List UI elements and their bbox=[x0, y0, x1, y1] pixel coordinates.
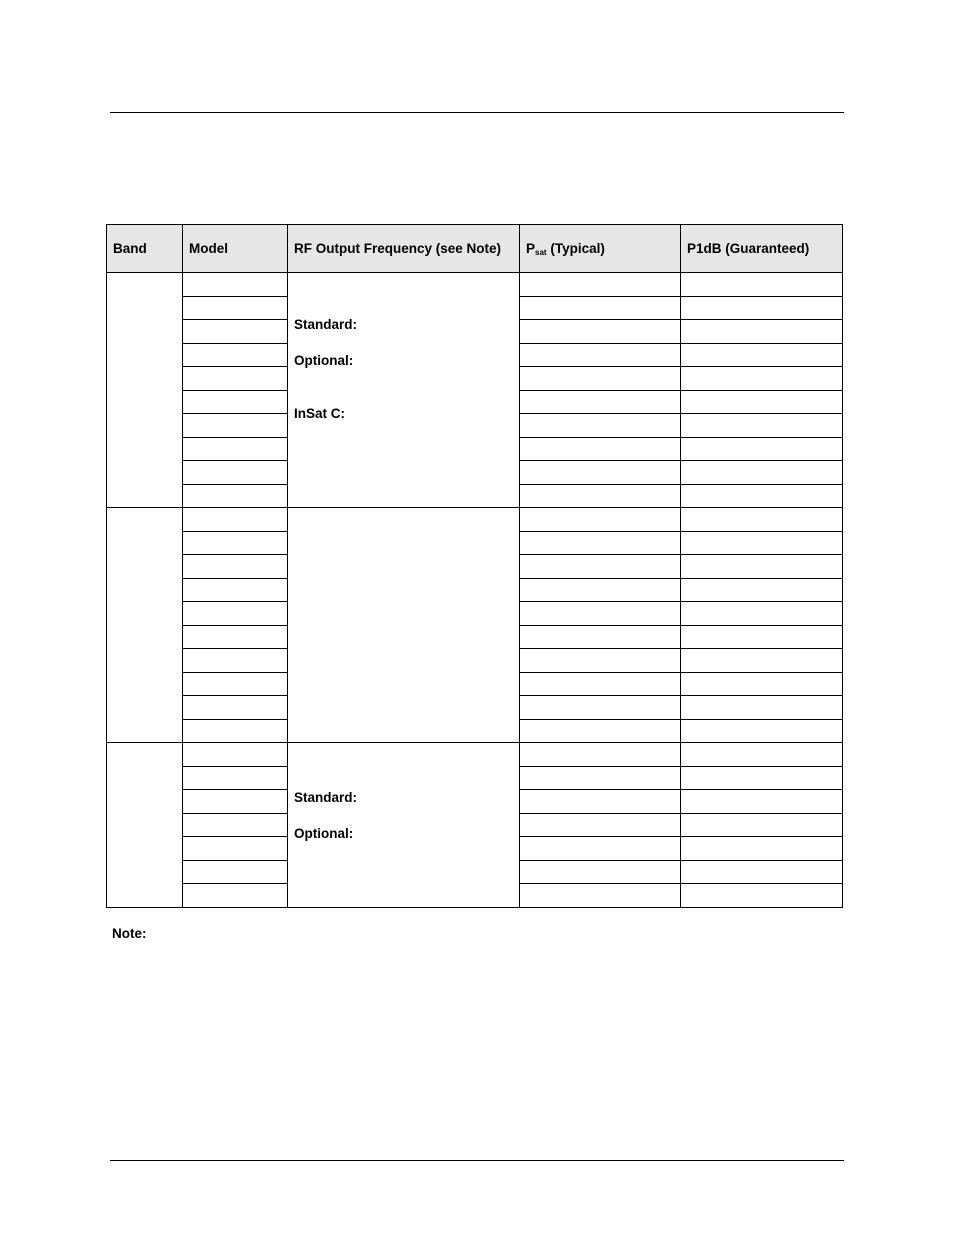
psat-cell bbox=[520, 672, 681, 696]
psat-cell bbox=[520, 696, 681, 720]
model-cell bbox=[183, 719, 288, 743]
psat-cell bbox=[520, 555, 681, 579]
psat-cell bbox=[520, 296, 681, 320]
psat-cell bbox=[520, 484, 681, 508]
standard-label: Standard: bbox=[294, 790, 358, 805]
rf-output-cell bbox=[288, 273, 520, 508]
model-cell bbox=[183, 461, 288, 485]
header-model: Model bbox=[183, 225, 288, 273]
model-cell bbox=[183, 672, 288, 696]
model-cell bbox=[183, 578, 288, 602]
psat-cell bbox=[520, 367, 681, 391]
band-cell bbox=[107, 743, 183, 908]
specification-table bbox=[106, 224, 843, 908]
model-cell bbox=[183, 273, 288, 297]
optional-label: Optional: bbox=[294, 353, 354, 368]
p1db-cell bbox=[681, 508, 843, 532]
model-cell bbox=[183, 743, 288, 767]
p1db-cell bbox=[681, 320, 843, 344]
insat-label: InSat C: bbox=[294, 406, 346, 421]
psat-cell bbox=[520, 884, 681, 908]
model-cell bbox=[183, 367, 288, 391]
p1db-cell bbox=[681, 625, 843, 649]
psat-cell bbox=[520, 414, 681, 438]
model-cell bbox=[183, 390, 288, 414]
model-cell bbox=[183, 508, 288, 532]
psat-cell bbox=[520, 273, 681, 297]
psat-cell bbox=[520, 508, 681, 532]
p1db-cell bbox=[681, 273, 843, 297]
model-cell bbox=[183, 555, 288, 579]
model-cell bbox=[183, 625, 288, 649]
psat-cell bbox=[520, 578, 681, 602]
model-cell bbox=[183, 343, 288, 367]
p1db-cell bbox=[681, 766, 843, 790]
p1db-cell bbox=[681, 555, 843, 579]
p1db-cell bbox=[681, 813, 843, 837]
psat-cell bbox=[520, 531, 681, 555]
psat-cell bbox=[520, 320, 681, 344]
p1db-cell bbox=[681, 884, 843, 908]
psat-cell bbox=[520, 766, 681, 790]
p1db-cell bbox=[681, 649, 843, 673]
p1db-cell bbox=[681, 296, 843, 320]
psat-cell bbox=[520, 719, 681, 743]
model-cell bbox=[183, 296, 288, 320]
psat-cell bbox=[520, 649, 681, 673]
model-cell bbox=[183, 484, 288, 508]
header-psat bbox=[520, 225, 681, 273]
footer-rule bbox=[110, 1160, 844, 1161]
standard-label: Standard: bbox=[294, 317, 358, 332]
rf-output-cell bbox=[288, 743, 520, 908]
table-header-row bbox=[107, 225, 843, 273]
psat-cell bbox=[520, 625, 681, 649]
p1db-cell bbox=[681, 461, 843, 485]
optional-label: Optional: bbox=[294, 826, 354, 841]
psat-symbol: P bbox=[526, 240, 536, 256]
psat-cell bbox=[520, 837, 681, 861]
p1db-cell bbox=[681, 414, 843, 438]
psat-cell bbox=[520, 813, 681, 837]
p1db-cell bbox=[681, 367, 843, 391]
p1db-cell bbox=[681, 860, 843, 884]
note-label: Note: bbox=[112, 926, 147, 941]
model-cell bbox=[183, 531, 288, 555]
model-cell bbox=[183, 320, 288, 344]
psat-cell bbox=[520, 860, 681, 884]
p1db-cell bbox=[681, 484, 843, 508]
psat-label: (Typical) bbox=[546, 240, 605, 256]
rf-output-cell bbox=[288, 508, 520, 743]
p1db-cell bbox=[681, 531, 843, 555]
p1db-cell bbox=[681, 719, 843, 743]
model-cell bbox=[183, 766, 288, 790]
table-row bbox=[107, 508, 843, 532]
model-cell bbox=[183, 860, 288, 884]
model-cell bbox=[183, 414, 288, 438]
band-cell bbox=[107, 273, 183, 508]
model-cell bbox=[183, 437, 288, 461]
psat-cell bbox=[520, 790, 681, 814]
psat-cell bbox=[520, 437, 681, 461]
psat-subscript: sat bbox=[535, 247, 547, 257]
p1db-cell bbox=[681, 390, 843, 414]
p1db-cell bbox=[681, 343, 843, 367]
header-rule bbox=[110, 112, 844, 113]
model-cell bbox=[183, 696, 288, 720]
p1db-cell bbox=[681, 437, 843, 461]
psat-cell bbox=[520, 343, 681, 367]
psat-cell bbox=[520, 743, 681, 767]
band-cell bbox=[107, 508, 183, 743]
p1db-cell bbox=[681, 578, 843, 602]
p1db-cell bbox=[681, 672, 843, 696]
model-cell bbox=[183, 602, 288, 626]
p1db-cell bbox=[681, 743, 843, 767]
model-cell bbox=[183, 837, 288, 861]
model-cell bbox=[183, 790, 288, 814]
p1db-cell bbox=[681, 696, 843, 720]
header-band: Band bbox=[107, 225, 183, 273]
p1db-cell bbox=[681, 790, 843, 814]
table-row bbox=[107, 743, 843, 767]
model-cell bbox=[183, 813, 288, 837]
model-cell bbox=[183, 884, 288, 908]
psat-cell bbox=[520, 461, 681, 485]
psat-cell bbox=[520, 390, 681, 414]
p1db-cell bbox=[681, 837, 843, 861]
p1db-cell bbox=[681, 602, 843, 626]
model-cell bbox=[183, 649, 288, 673]
table-row bbox=[107, 273, 843, 297]
header-p1db: P1dB (Guaranteed) bbox=[681, 225, 843, 273]
psat-cell bbox=[520, 602, 681, 626]
header-rf-output-frequency: RF Output Frequency (see Note) bbox=[288, 225, 520, 273]
